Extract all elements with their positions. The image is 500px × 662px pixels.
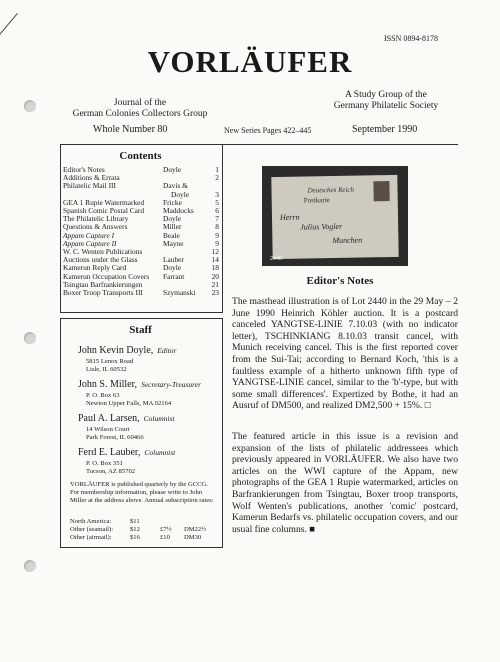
list-item: Tsingtau Barfrankierungen 21 xyxy=(63,279,219,289)
staff-name: John Kevin Doyle, xyxy=(78,345,154,356)
postcard-heading: Deutsches Reich xyxy=(307,185,355,195)
binder-hole xyxy=(24,560,36,572)
staff-address: 14 Wilson Court xyxy=(86,426,130,433)
list-item: Auctions under the Glass Lauber 14 xyxy=(63,255,219,265)
staff-name: Paul A. Larsen, xyxy=(78,413,140,424)
postcard-photo xyxy=(262,166,408,266)
series-pages: New Series Pages 422–445 xyxy=(224,126,312,135)
list-item: W. C. Wenten Publications 12 xyxy=(63,247,219,257)
postcard xyxy=(271,175,398,259)
handwriting: Herrn xyxy=(279,212,300,222)
staff-address: P. O. Box 63 xyxy=(86,392,120,399)
list-item: GEA 1 Rupie Watermarked Fricke 5 xyxy=(63,197,219,207)
postage-stamp xyxy=(373,181,389,201)
editors-notes-paragraph: The masthead illustration is of Lot 2440 in the 29 May – 2 June 1990 Heinrich Köhler auction. It is a postcard canceled YANGTSE-LINIE 7.10.03 (with no indicator letter), TSCHINKIANG 8.10.03 transit cancel, with Munich receiving cancel. This is the first reported cover from the Sui-Tai; according to Bernard Koch, 'this is a faultless example of a hitherto unknown fifth type of YANGTSE-LINIE cancel, similar to the 'b'-type, but with some small differences'. Expertized by Bothe, it had an Ausruf of DM500, and realized DM2,500 + 15%. □ xyxy=(232,296,458,412)
staff-address: P. O. Box 351 xyxy=(86,460,123,467)
group-name-line: German Colonies Collectors Group xyxy=(72,109,208,119)
list-item: Kamerun Occupation Covers Farrant 20 xyxy=(63,271,219,281)
editors-notes-heading: Editor's Notes xyxy=(306,275,374,287)
journal-title: VORLÄUFER xyxy=(147,44,353,79)
list-item: The Philatelic Library Doyle 7 xyxy=(63,214,219,224)
journal-of-line: Journal of the xyxy=(113,98,167,108)
postcard-label: Postkarte xyxy=(303,196,330,205)
journal-of-block xyxy=(40,98,240,120)
pen-mark xyxy=(0,13,18,35)
staff-role: Columnist xyxy=(144,448,176,457)
staff-address: Park Forest, IL 60466 xyxy=(86,434,144,441)
list-item: Additions & Errata 2 xyxy=(63,173,219,183)
staff-address: Tucson, AZ 85702 xyxy=(86,468,136,475)
study-group-block xyxy=(296,90,476,112)
list-item: Appam Capture II Mayne 9 xyxy=(63,238,219,248)
staff-role: Columnist xyxy=(143,414,175,423)
contents-list xyxy=(63,166,219,297)
list-item: Boxer Troop Transports III Szymanski 23 xyxy=(63,288,219,298)
staff-heading: Staff xyxy=(129,324,152,336)
publication-note: VORLÄUFER is published quarterly by the GCCG. For membership information, please write to John Miller at the address above. Annual subscription rates: xyxy=(70,481,214,504)
subscription-rates xyxy=(70,518,218,542)
handwriting: Munchen xyxy=(332,235,363,246)
issue-date: September 1990 xyxy=(352,124,418,135)
issn-number: ISSN 0894-8178 xyxy=(384,34,439,43)
list-item: Questions & Answers Miller 8 xyxy=(63,222,219,232)
list-item: Editor's Notes Doyle 1 xyxy=(63,165,219,174)
list-item: Kamerun Reply Card Doyle 18 xyxy=(63,263,219,273)
list-item: Appam Capture I Beale 9 xyxy=(63,230,219,240)
staff-member xyxy=(78,340,220,374)
list-item: Spanish Comic Postal Card Maddocks 6 xyxy=(63,206,219,216)
binder-hole xyxy=(24,100,36,112)
society-name-line: Germany Philatelic Society xyxy=(333,101,439,111)
editors-notes-paragraph: The featured article in this issue is a revision and expansion of the lists of philatelic addressees which previously appeared in VORLÄUFER. We also have two articles on the WWI capture of the Appam, new photographs of the GEA 1 Rupie watermarked, articles on Barfrankierungen from Tsingtau, Boxer troop transports, Wolf Wenten's publications, another 'comic' postcard, Kamerun Bedarfs vs. philatelic occupation covers, and our usual fine columns. ■ xyxy=(232,431,458,535)
whole-number: Whole Number 80 xyxy=(93,124,168,135)
study-group-line: A Study Group of the xyxy=(345,90,427,100)
staff-role: Editor xyxy=(157,346,177,355)
handwriting: Julius Vogler xyxy=(300,221,343,232)
staff-member xyxy=(78,442,220,476)
staff-address: Lisle, IL 60532 xyxy=(86,366,127,373)
staff-name: Ferd E. Lauber, xyxy=(78,447,141,458)
binder-hole xyxy=(24,332,36,344)
list-item: Doyle 3 xyxy=(171,189,219,199)
staff-member xyxy=(78,408,220,442)
staff-name: John S. Miller, xyxy=(78,379,138,390)
lot-number: 2440 xyxy=(270,256,282,262)
staff-role: Secretary-Treasurer xyxy=(141,380,202,389)
table-row: Other (seamail): $12 £7½ DM22½ xyxy=(70,526,207,533)
staff-address: Newton Upper Falls, MA 02164 xyxy=(86,400,172,407)
table-row: North America: $11 xyxy=(70,518,140,525)
staff-member xyxy=(78,374,220,408)
list-item: Philatelic Mail III Davis & xyxy=(63,181,188,191)
contents-heading: Contents xyxy=(119,150,162,162)
table-row: Other (airmail): $16 £10 DM30 xyxy=(70,534,202,541)
staff-address: 5815 Lenox Road xyxy=(86,358,134,365)
